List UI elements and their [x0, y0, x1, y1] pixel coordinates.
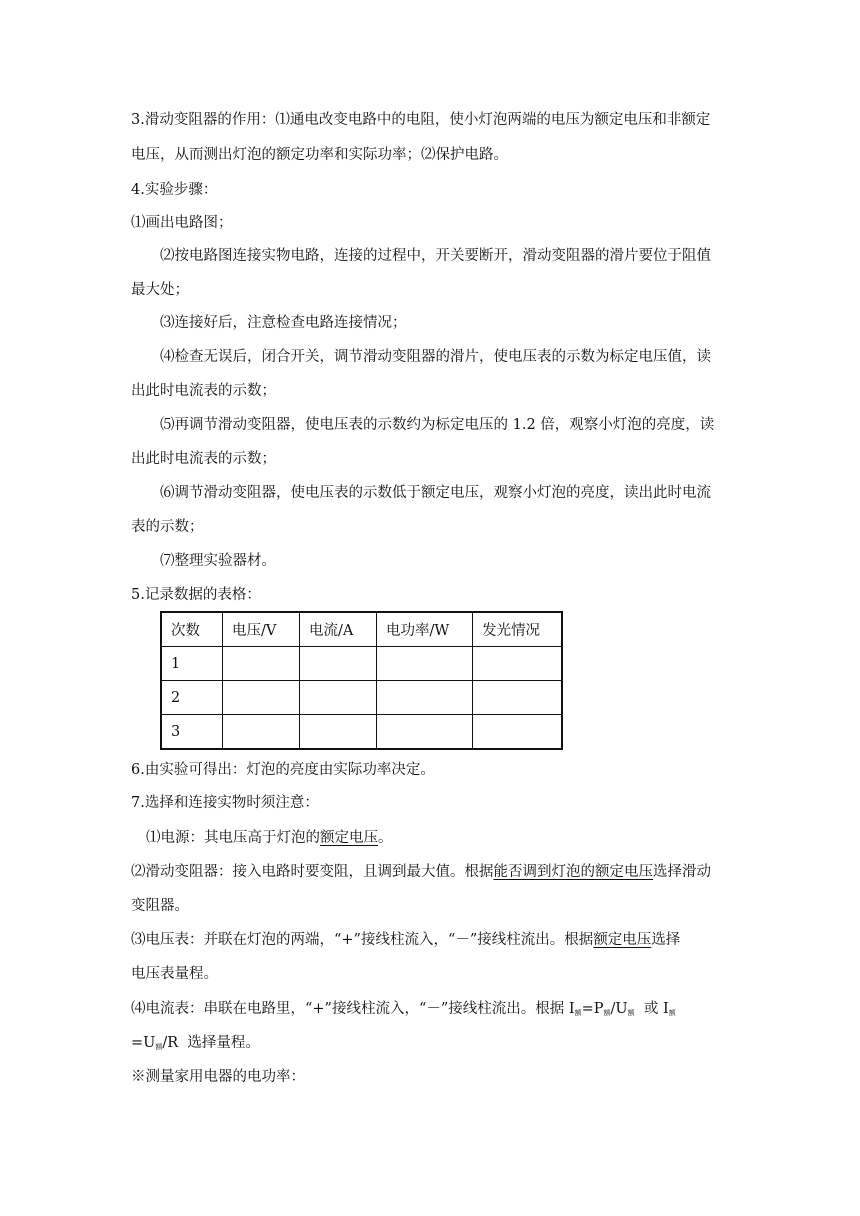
table-row — [161, 647, 562, 681]
note-4-line-1 — [131, 999, 676, 1023]
table-cell — [300, 647, 377, 681]
note-3-text: ⑶电压表：并联在灯泡的两端，“+”接线柱流入，“－”接线柱流出。根据 — [131, 932, 594, 948]
note-4-line-2 — [131, 1033, 260, 1057]
note-1-underlined: 额定电压 — [320, 830, 378, 846]
table-cell — [473, 647, 563, 681]
note-4-formula: /U — [610, 1001, 628, 1017]
table-cell: 3 — [161, 715, 223, 750]
table-cell: 1 — [161, 647, 223, 681]
table-cell — [300, 681, 377, 715]
table-row — [161, 715, 562, 750]
note-1-text: ⑴电源：其电压高于灯泡的 — [146, 830, 320, 846]
step-1: ⑴画出电路图； — [131, 215, 233, 231]
table-cell — [377, 681, 473, 715]
step-2-line-1: ⑵按电路图连接实物电路，连接的过程中，开关要断开，滑动变阻器的滑片要位于阻值 — [160, 248, 711, 264]
subscript: 额 — [627, 1009, 635, 1017]
note-2-text: ⑵滑动变阻器：接入电路时要变阻，且调到最大值。根据 — [131, 864, 494, 880]
note-3-line-2: 电压表量程。 — [131, 966, 218, 982]
table-cell — [223, 715, 300, 750]
note-3-end: 选择 — [651, 932, 681, 948]
step-6-line-2: 表的示数； — [131, 519, 204, 535]
table-cell — [473, 715, 563, 750]
subscript: 额 — [668, 1009, 676, 1017]
section-4-heading: 4.实验步骤： — [131, 182, 218, 198]
step-7: ⑺整理实验器材。 — [160, 553, 276, 569]
subscript: 额 — [155, 1043, 163, 1051]
note-3-underlined: 额定电压 — [593, 932, 652, 948]
note-1-end: 。 — [378, 830, 393, 846]
table-header-cell: 发光情况 — [473, 612, 563, 647]
table-header-cell: 电压/V — [223, 612, 300, 647]
note-2-line-1 — [131, 862, 711, 882]
note-1 — [146, 828, 393, 848]
step-5-line-1: ⑸再调节滑动变阻器，使电压表的示数约为标定电压的 1.2 倍，观察小灯泡的亮度，读 — [160, 417, 715, 433]
section-7-heading: 7.选择和连接实物时须注意： — [131, 795, 319, 811]
table-cell — [473, 681, 563, 715]
household-power-heading: ※测量家用电器的电功率： — [131, 1069, 305, 1085]
table-cell: 2 — [161, 681, 223, 715]
subscript: 额 — [574, 1009, 582, 1017]
table-cell — [377, 715, 473, 750]
note-4-formula: =U — [131, 1035, 156, 1051]
step-2-line-2: 最大处； — [131, 282, 189, 298]
note-2-underlined: 能否调到灯泡的额定电压 — [493, 864, 653, 880]
section-5-heading: 5.记录数据的表格： — [131, 587, 261, 603]
step-6-line-1: ⑹调节滑动变阻器，使电压表的示数低于额定电压，观察小灯泡的亮度，读出此时电流 — [160, 485, 711, 501]
step-4-line-1: ⑷检查无误后，闭合开关，调节滑动变阻器的滑片，使电压表的示数为标定电压值，读 — [160, 349, 711, 365]
note-2-line-2: 变阻器。 — [131, 898, 189, 914]
table-header-cell: 次数 — [161, 612, 223, 647]
note-4-formula: 或 I — [634, 1001, 669, 1017]
note-4-formula: /R 选择量程。 — [162, 1035, 260, 1051]
data-record-table — [160, 611, 563, 750]
table-header-row — [161, 612, 562, 647]
subscript: 额 — [603, 1009, 611, 1017]
step-5-line-2: 出此时电流表的示数； — [131, 451, 276, 467]
paragraph-3-line-2: 电压，从而测出灯泡的额定功率和实际功率；⑵保护电路。 — [131, 147, 508, 163]
table-cell — [223, 681, 300, 715]
paragraph-3-line-1: 3.滑动变阻器的作用：⑴通电改变电路中的电阻，使小灯泡两端的电压为额定电压和非额定 — [131, 112, 711, 128]
section-6: 6.由实验可得出：灯泡的亮度由实际功率决定。 — [131, 762, 435, 778]
note-3-line-1 — [131, 930, 680, 950]
table-header-cell: 电流/A — [300, 612, 377, 647]
note-4-text: ⑷电流表：串联在电路里，“+”接线柱流入，“－”接线柱流出。根据 I — [131, 1001, 575, 1017]
table-cell — [377, 647, 473, 681]
table-cell — [300, 715, 377, 750]
table-cell — [223, 647, 300, 681]
note-2-end: 选择滑动 — [653, 864, 711, 880]
step-4-line-2: 出此时电流表的示数； — [131, 383, 276, 399]
table-row — [161, 681, 562, 715]
table-header-cell: 电功率/W — [377, 612, 473, 647]
step-3: ⑶连接好后，注意检查电路连接情况； — [160, 315, 407, 331]
note-4-formula: =P — [581, 1001, 604, 1017]
